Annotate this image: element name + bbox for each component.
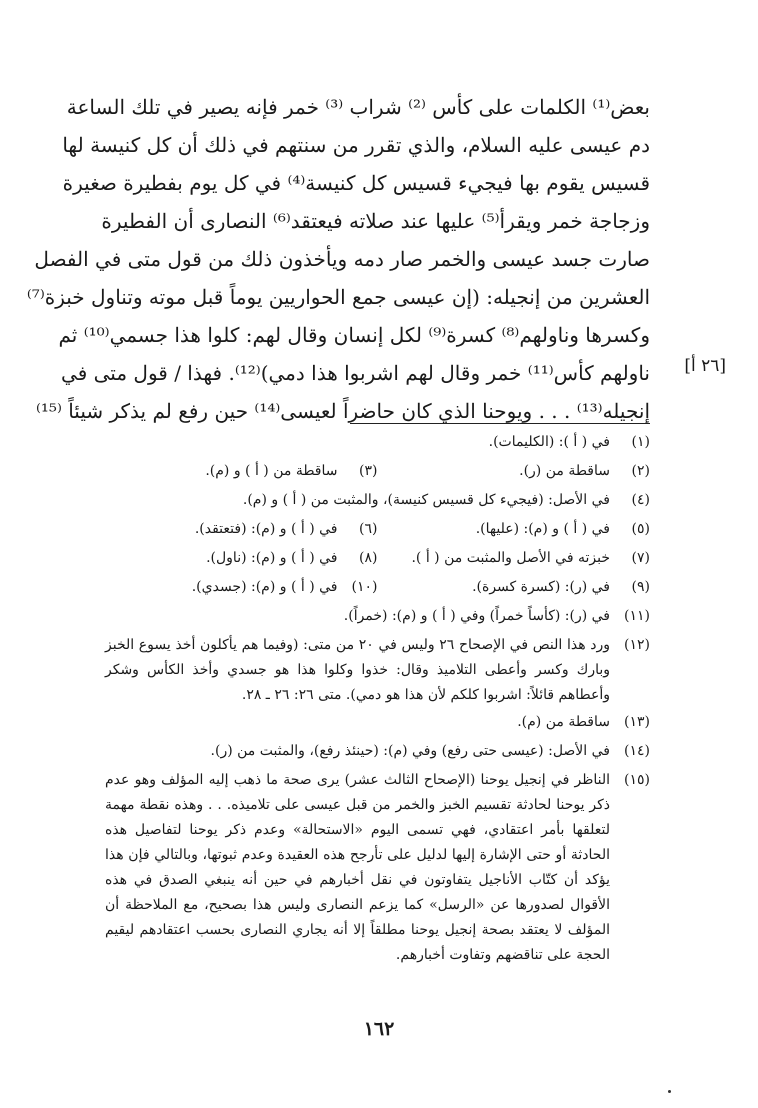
main-text-line: دم عيسى عليه السلام، والذي تقرر من سنتهم في ذلك أن كل كنيسة لها xyxy=(62,133,650,157)
footnote-text: في ( أ ) و (م): (فتعتقد). xyxy=(194,521,338,537)
footnote-1 xyxy=(105,428,650,457)
footnote-row xyxy=(105,544,650,573)
footnote-number: (٨) xyxy=(359,550,378,566)
footnote-7 xyxy=(378,544,651,573)
footnote-5 xyxy=(378,515,651,544)
footnote-text: في ( أ ) و (م): (ناول). xyxy=(206,550,338,566)
main-text-line: وزجاجة خمر ويقرأ⁽⁵⁾ عليها عند صلاته فيعتقد⁽⁶⁾ النصارى أن الفطيرة xyxy=(101,209,650,233)
footnote-row xyxy=(105,602,650,631)
footnote-number: (١٤) xyxy=(624,743,650,759)
footnote-row xyxy=(105,428,650,457)
footnote-number: (١) xyxy=(631,434,650,450)
footnote-3 xyxy=(105,457,378,486)
footnote-number: (٣) xyxy=(359,463,378,479)
footnote-text: ساقطة من (م). xyxy=(517,714,610,730)
footnote-text: في ( أ ) و (م): (عليها). xyxy=(475,521,610,537)
footnote-text: الناظر في إنجيل يوحنا (الإصحاح الثالث عشر) يرى صحة ما ذهب إليه المؤلف وهو عدم ذكر يوحنا لحادثة تقسيم الخبز والخمر من قبل عيسى على تلاميذه. . . وهذه نقطة مهمة لتعلقها بأمر اعتقادي، فهي تسمى اليوم «الاستحالة» وعدم ذكر يوحنا لتفاصيل هذه الحادثة أو حتى الإشارة إليها لدليل على تأرجح هذه العقيدة وعدم ثبوتها، وبالتالي فإن هذا يؤكد أن كتّاب الأناجيل يتفاوتون في نقل أخبارهم في حين أنه ينبغي الصدق في هذه الأقوال لصدورها عن «الرسل» كما يزعم النصارى وليس هذا بصحيح، مع الملاحظة أن المؤلف لا يعتقد بصحة إنجيل يوحنا مطلقاً إلا أنه يجاري النصارى بحسب اعتقادهم ليقيم الحجة على تناقضهم وتفاوت أخبارهم. xyxy=(105,772,610,963)
footnote-text: ورد هذا النص في الإصحاح ٢٦ وليس في ٢٠ من متى: (وفيما هم يأكلون أخذ يسوع الخبز وبارك وكسر وأعطى التلاميذ وقال: خذوا وكلوا هذا هو جسدي وأخذ الكأس وشكر وأعطاهم قائلاً: اشربوا كلكم لأن هذا هو دمي). متى ٢٦: ٢٦ ـ ٢٨. xyxy=(105,637,610,703)
footnotes xyxy=(105,428,650,968)
footnote-text: في (ر): (كأساً خمراً) وفي ( أ ) و (م): (خمراً). xyxy=(343,608,610,624)
folio-margin-note: [٢٦ أ] xyxy=(684,356,726,376)
footnote-row xyxy=(105,708,650,737)
main-text-line: العشرين من إنجيله: (إن عيسى جمع الحواريين يوماً قبل موته وتناول خبزة⁽⁷⁾ xyxy=(26,285,650,309)
page-number: ١٦٢ xyxy=(363,1018,395,1040)
footnote-row xyxy=(105,457,650,486)
main-text-line: إنجيله⁽¹³⁾ . . . ويوحنا الذي كان حاضراً لعيسى⁽¹⁴⁾ حين رفع لم يذكر شيئاً ⁽¹⁵⁾ xyxy=(35,399,650,423)
footnote-text: في ( أ ): (الكليمات). xyxy=(488,434,610,450)
footnote-text: في الأصل: (فيجيء كل قسيس كنيسة)، والمثبت من ( أ ) و (م). xyxy=(242,492,610,508)
footnote-number: (٤) xyxy=(631,492,650,508)
main-text-line: صارت جسد عيسى والخمر صار دمه ويأخذون ذلك من قول متى في الفصل xyxy=(34,247,650,271)
footnote-number: (٩) xyxy=(631,579,650,595)
main-text xyxy=(26,88,650,430)
footnote-2 xyxy=(378,457,651,486)
footnote-15 xyxy=(105,766,650,968)
footnote-text: في الأصل: (عيسى حتى رفع) وفي (م): (حينئذ رفع)، والمثبت من (ر). xyxy=(210,743,610,759)
footnote-12 xyxy=(105,631,650,708)
main-text-line: وكسرها وناولهم⁽⁸⁾ كسرة⁽⁹⁾ لكل إنسان وقال لهم: كلوا هذا جسمي⁽¹⁰⁾ ثم xyxy=(58,323,650,347)
footnote-number: (٧) xyxy=(631,550,650,566)
footnote-text: ساقطة من ( أ ) و (م). xyxy=(205,463,338,479)
footnote-4 xyxy=(105,486,650,515)
footnote-number: (١٥) xyxy=(624,772,650,788)
footnote-row xyxy=(105,631,650,708)
footnote-row xyxy=(105,573,650,602)
footnote-text: في ( أ ) و (م): (جسدي). xyxy=(191,579,338,595)
footnote-13 xyxy=(105,708,650,737)
footnote-number: (٢) xyxy=(631,463,650,479)
footnote-row xyxy=(105,766,650,968)
footnote-11 xyxy=(105,602,650,631)
footnote-number: (١١) xyxy=(624,608,650,624)
main-text-line: قسيس يقوم بها فيجيء قسيس كل كنيسة⁽⁴⁾ في كل يوم بفطيرة صغيرة xyxy=(62,171,650,195)
footnote-number: (١٠) xyxy=(351,579,378,595)
footnote-number: (١٢) xyxy=(624,637,650,653)
footnote-row xyxy=(105,486,650,515)
footnote-10 xyxy=(105,573,378,602)
footnote-text: في (ر): (كسرة كسرة). xyxy=(472,579,610,595)
footnote-number: (٦) xyxy=(359,521,378,537)
footnote-8 xyxy=(105,544,378,573)
footnote-text: ساقطة من (ر). xyxy=(519,463,610,479)
main-text-line: بعض⁽¹⁾ الكلمات على كأس ⁽²⁾ شراب ⁽³⁾ خمر فإنه يصير في تلك الساعة xyxy=(66,95,650,119)
footnote-row xyxy=(105,515,650,544)
main-text-line: ناولهم كأس⁽¹¹⁾ خمر وقال لهم اشربوا هذا دمي)⁽¹²⁾. فهذا / قول متى في xyxy=(61,361,650,385)
footnote-text: خبزته في الأصل والمثبت من ( أ ). xyxy=(411,550,610,566)
footnote-14 xyxy=(105,737,650,766)
footnote-number: (٥) xyxy=(631,521,650,537)
footnote-number: (١٣) xyxy=(624,714,650,730)
footnote-9 xyxy=(378,573,651,602)
footnote-row xyxy=(105,737,650,766)
scan-speck xyxy=(668,1090,671,1093)
footnote-separator xyxy=(350,423,650,424)
footnote-6 xyxy=(105,515,378,544)
